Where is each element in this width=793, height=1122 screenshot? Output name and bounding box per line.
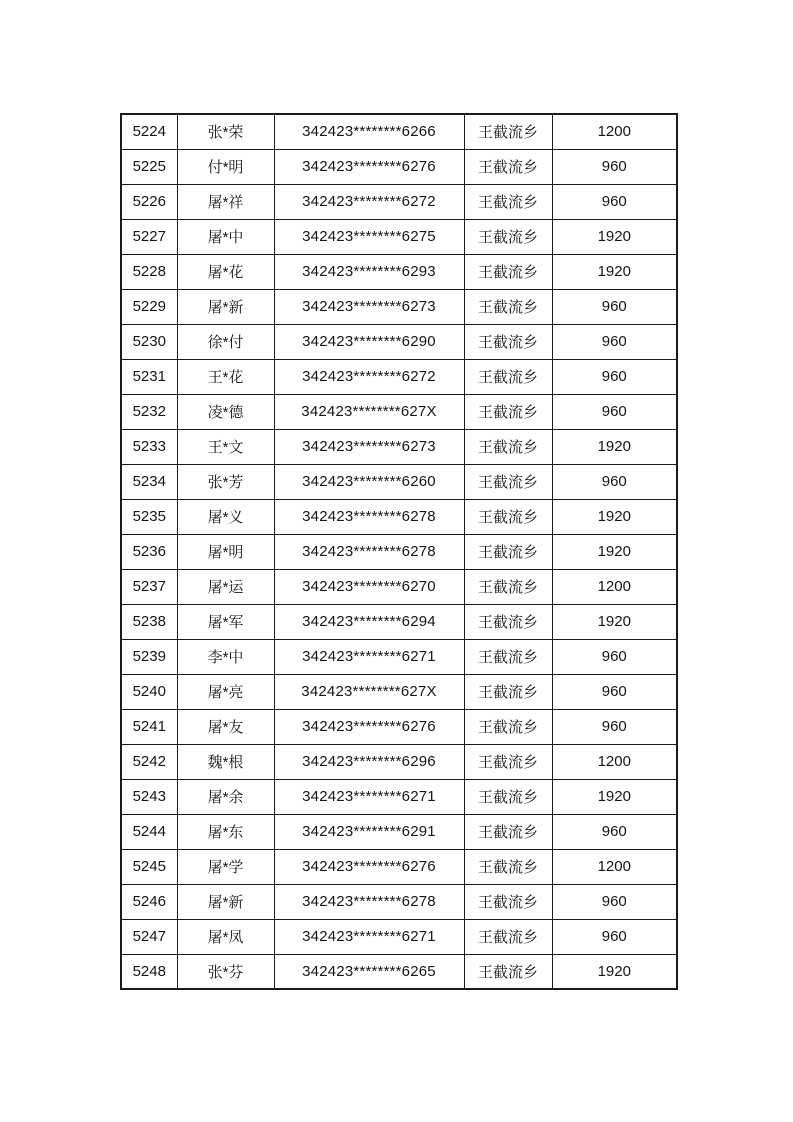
cell-id-number: 342423********6293 [274,254,464,289]
cell-name: 屠*新 [177,289,274,324]
cell-id-number: 342423********6278 [274,534,464,569]
cell-amount: 960 [552,149,677,184]
cell-serial: 5229 [121,289,177,324]
table-row [121,814,677,849]
cell-serial: 5238 [121,604,177,639]
cell-township: 王截流乡 [464,324,552,359]
cell-id-number: 342423********627X [274,394,464,429]
cell-serial: 5231 [121,359,177,394]
cell-township: 王截流乡 [464,884,552,919]
cell-township: 王截流乡 [464,534,552,569]
table-row [121,254,677,289]
cell-name: 屠*义 [177,499,274,534]
cell-id-number: 342423********6278 [274,884,464,919]
cell-township: 王截流乡 [464,674,552,709]
cell-id-number: 342423********6276 [274,709,464,744]
table-body [121,114,677,989]
beneficiary-table [120,113,678,990]
table-row [121,499,677,534]
cell-serial: 5233 [121,429,177,464]
cell-amount: 1920 [552,499,677,534]
table-row [121,289,677,324]
cell-serial: 5237 [121,569,177,604]
cell-serial: 5234 [121,464,177,499]
cell-township: 王截流乡 [464,604,552,639]
cell-name: 张*芬 [177,954,274,989]
cell-serial: 5227 [121,219,177,254]
cell-township: 王截流乡 [464,359,552,394]
cell-id-number: 342423********6260 [274,464,464,499]
cell-id-number: 342423********6273 [274,289,464,324]
table-row [121,394,677,429]
table-row [121,429,677,464]
cell-name: 屠*友 [177,709,274,744]
cell-serial: 5239 [121,639,177,674]
cell-serial: 5235 [121,499,177,534]
cell-name: 魏*根 [177,744,274,779]
cell-township: 王截流乡 [464,464,552,499]
cell-name: 屠*凤 [177,919,274,954]
cell-id-number: 342423********6276 [274,149,464,184]
table-row [121,604,677,639]
cell-serial: 5228 [121,254,177,289]
cell-amount: 1920 [552,604,677,639]
cell-township: 王截流乡 [464,429,552,464]
cell-amount: 960 [552,184,677,219]
table-row [121,884,677,919]
cell-id-number: 342423********6290 [274,324,464,359]
cell-id-number: 342423********6296 [274,744,464,779]
cell-amount: 960 [552,709,677,744]
table-row [121,639,677,674]
cell-serial: 5244 [121,814,177,849]
cell-name: 王*文 [177,429,274,464]
cell-id-number: 342423********6272 [274,359,464,394]
cell-id-number: 342423********6271 [274,779,464,814]
cell-serial: 5230 [121,324,177,359]
table-row [121,114,677,149]
cell-name: 屠*花 [177,254,274,289]
table-row [121,534,677,569]
cell-name: 屠*余 [177,779,274,814]
cell-name: 屠*亮 [177,674,274,709]
cell-id-number: 342423********6271 [274,639,464,674]
cell-amount: 1920 [552,254,677,289]
cell-serial: 5236 [121,534,177,569]
cell-amount: 1920 [552,954,677,989]
cell-township: 王截流乡 [464,219,552,254]
cell-township: 王截流乡 [464,744,552,779]
cell-amount: 960 [552,324,677,359]
cell-amount: 960 [552,919,677,954]
cell-name: 屠*军 [177,604,274,639]
cell-id-number: 342423********6291 [274,814,464,849]
cell-serial: 5243 [121,779,177,814]
table-row [121,464,677,499]
cell-name: 屠*学 [177,849,274,884]
table-row [121,149,677,184]
cell-serial: 5242 [121,744,177,779]
cell-township: 王截流乡 [464,394,552,429]
table-row [121,359,677,394]
cell-township: 王截流乡 [464,114,552,149]
cell-township: 王截流乡 [464,569,552,604]
table-row [121,569,677,604]
table-row [121,674,677,709]
cell-amount: 960 [552,674,677,709]
cell-id-number: 342423********6271 [274,919,464,954]
cell-name: 屠*祥 [177,184,274,219]
table-row [121,184,677,219]
table-row [121,219,677,254]
table-row [121,919,677,954]
cell-amount: 1920 [552,779,677,814]
cell-id-number: 342423********6273 [274,429,464,464]
cell-township: 王截流乡 [464,639,552,674]
cell-name: 徐*付 [177,324,274,359]
cell-amount: 1200 [552,114,677,149]
cell-amount: 960 [552,394,677,429]
cell-amount: 960 [552,359,677,394]
cell-amount: 1920 [552,219,677,254]
cell-id-number: 342423********6276 [274,849,464,884]
cell-township: 王截流乡 [464,254,552,289]
cell-serial: 5232 [121,394,177,429]
cell-serial: 5226 [121,184,177,219]
cell-name: 张*荣 [177,114,274,149]
cell-id-number: 342423********627X [274,674,464,709]
cell-serial: 5240 [121,674,177,709]
cell-amount: 960 [552,884,677,919]
table-row [121,744,677,779]
cell-township: 王截流乡 [464,954,552,989]
cell-amount: 960 [552,814,677,849]
cell-amount: 960 [552,639,677,674]
cell-amount: 960 [552,464,677,499]
cell-id-number: 342423********6265 [274,954,464,989]
cell-serial: 5241 [121,709,177,744]
cell-amount: 1920 [552,429,677,464]
cell-id-number: 342423********6294 [274,604,464,639]
cell-amount: 1200 [552,849,677,884]
cell-amount: 960 [552,289,677,324]
cell-serial: 5248 [121,954,177,989]
cell-township: 王截流乡 [464,814,552,849]
table-row [121,954,677,989]
cell-township: 王截流乡 [464,289,552,324]
cell-amount: 1200 [552,569,677,604]
cell-id-number: 342423********6278 [274,499,464,534]
cell-township: 王截流乡 [464,499,552,534]
table-row [121,324,677,359]
cell-township: 王截流乡 [464,184,552,219]
table-row [121,779,677,814]
cell-serial: 5224 [121,114,177,149]
cell-amount: 1920 [552,534,677,569]
cell-serial: 5245 [121,849,177,884]
cell-id-number: 342423********6275 [274,219,464,254]
table-row [121,709,677,744]
cell-township: 王截流乡 [464,779,552,814]
cell-name: 凌*德 [177,394,274,429]
cell-name: 付*明 [177,149,274,184]
cell-name: 屠*东 [177,814,274,849]
cell-name: 李*中 [177,639,274,674]
cell-township: 王截流乡 [464,149,552,184]
cell-township: 王截流乡 [464,849,552,884]
cell-township: 王截流乡 [464,709,552,744]
cell-name: 屠*运 [177,569,274,604]
cell-id-number: 342423********6272 [274,184,464,219]
cell-id-number: 342423********6270 [274,569,464,604]
cell-serial: 5225 [121,149,177,184]
cell-serial: 5247 [121,919,177,954]
cell-name: 屠*新 [177,884,274,919]
cell-township: 王截流乡 [464,919,552,954]
table-row [121,849,677,884]
cell-serial: 5246 [121,884,177,919]
cell-name: 屠*明 [177,534,274,569]
cell-name: 张*芳 [177,464,274,499]
cell-amount: 1200 [552,744,677,779]
cell-name: 王*花 [177,359,274,394]
cell-name: 屠*中 [177,219,274,254]
cell-id-number: 342423********6266 [274,114,464,149]
